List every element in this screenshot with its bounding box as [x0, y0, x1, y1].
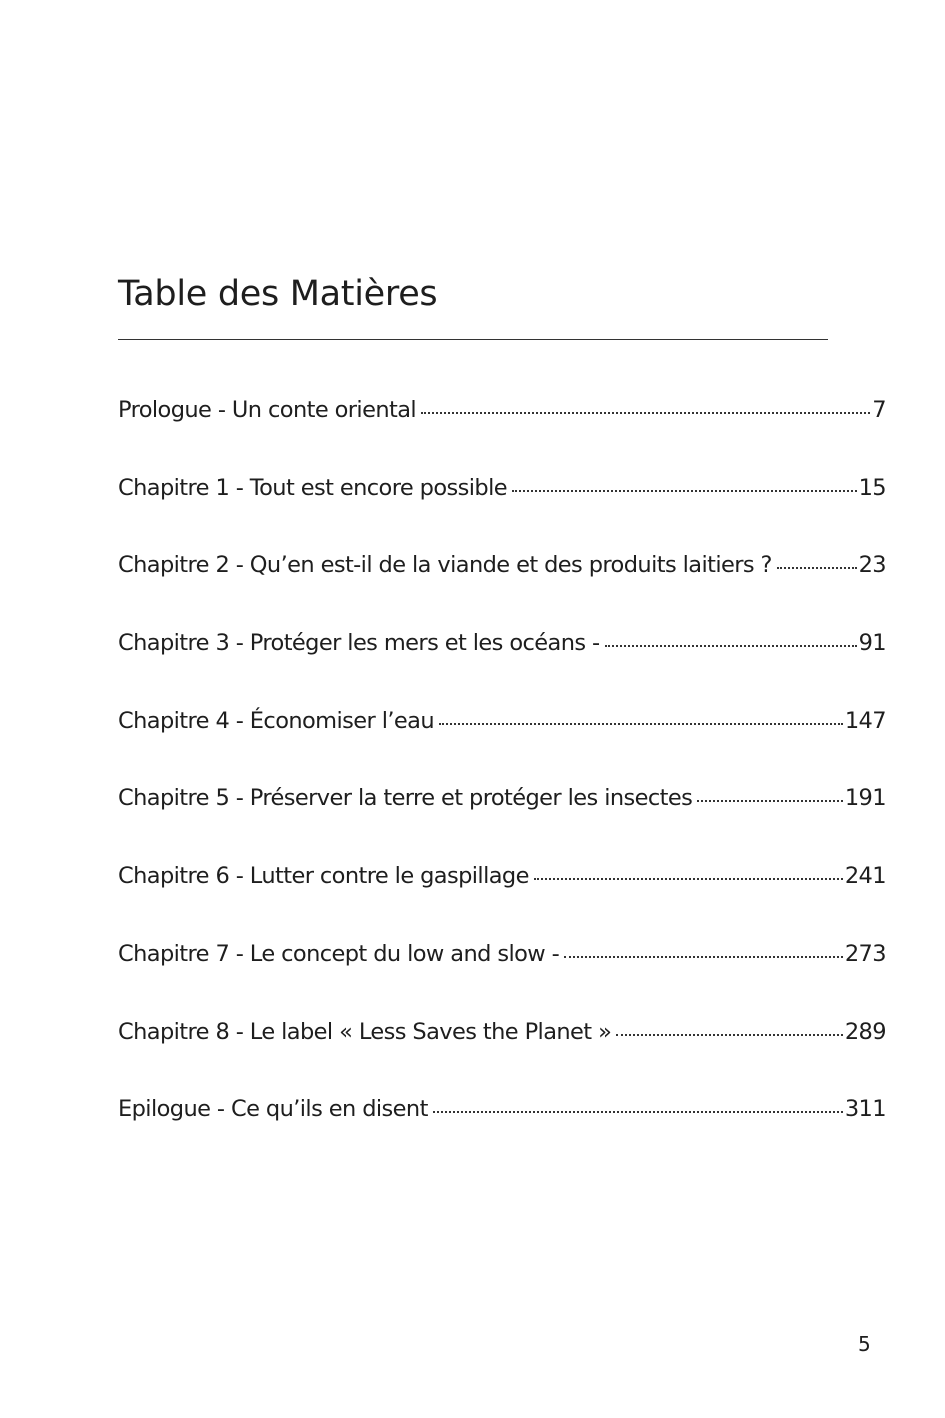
toc-entry-chapter-6	[118, 858, 886, 936]
toc-entry-label: Prologue - Un conte oriental	[118, 397, 417, 423]
toc-entry-label: Chapitre 3 - Protéger les mers et les océans -	[118, 630, 600, 657]
toc-entry-chapter-8	[118, 1014, 886, 1092]
toc-entry-page: 311	[844, 1096, 886, 1123]
toc-entry-epilogue	[118, 1091, 886, 1169]
toc-entry-label: Chapitre 1 - Tout est encore possible	[118, 474, 507, 501]
toc-entry-label: Epilogue - Ce qu’ils en disent	[118, 1096, 428, 1123]
toc-entry-label: Chapitre 7 - Le concept du low and slow -	[118, 940, 560, 967]
dot-leader	[439, 723, 843, 725]
toc-entry-label: Chapitre 6 - Lutter contre le gaspillage	[118, 863, 529, 890]
dot-leader	[616, 1034, 843, 1036]
page-number: 5	[858, 1332, 871, 1356]
toc-entry-chapter-1	[118, 470, 886, 548]
toc-entry-label: Chapitre 8 - Le label « Less Saves the Planet »	[118, 1018, 612, 1045]
toc-entry-label: Chapitre 5 - Préserver la terre et protéger les insectes	[118, 785, 693, 812]
toc-entry-chapter-2	[118, 547, 886, 625]
toc-entry-prologue	[118, 392, 886, 470]
dot-leader	[534, 878, 843, 880]
toc-entry-page: 289	[844, 1018, 886, 1045]
toc-entry-page: 15	[858, 474, 886, 501]
toc-entry-chapter-7	[118, 936, 886, 1014]
toc-entry-label: Chapitre 4 - Économiser l’eau	[118, 707, 435, 734]
dot-leader	[777, 567, 857, 569]
dot-leader	[564, 956, 843, 958]
toc-entry-page: 7	[872, 397, 886, 423]
toc-entry-page: 273	[844, 940, 886, 967]
toc-entry-chapter-4	[118, 703, 886, 781]
toc-entry-page: 191	[844, 785, 886, 812]
dot-leader	[433, 1111, 843, 1113]
title-divider	[118, 339, 828, 340]
table-of-contents	[118, 392, 886, 1169]
dot-leader	[512, 490, 857, 492]
toc-entry-chapter-3	[118, 625, 886, 703]
toc-entry-label: Chapitre 2 - Qu’en est-il de la viande et des produits laitiers ?	[118, 552, 772, 579]
toc-entry-page: 91	[858, 630, 886, 657]
dot-leader	[605, 645, 857, 647]
toc-entry-page: 147	[844, 707, 886, 734]
dot-leader	[421, 412, 870, 414]
toc-entry-page: 23	[858, 552, 886, 579]
page-title: Table des Matières	[118, 274, 438, 314]
dot-leader	[697, 800, 843, 802]
toc-entry-chapter-5	[118, 780, 886, 858]
toc-entry-page: 241	[844, 863, 886, 890]
